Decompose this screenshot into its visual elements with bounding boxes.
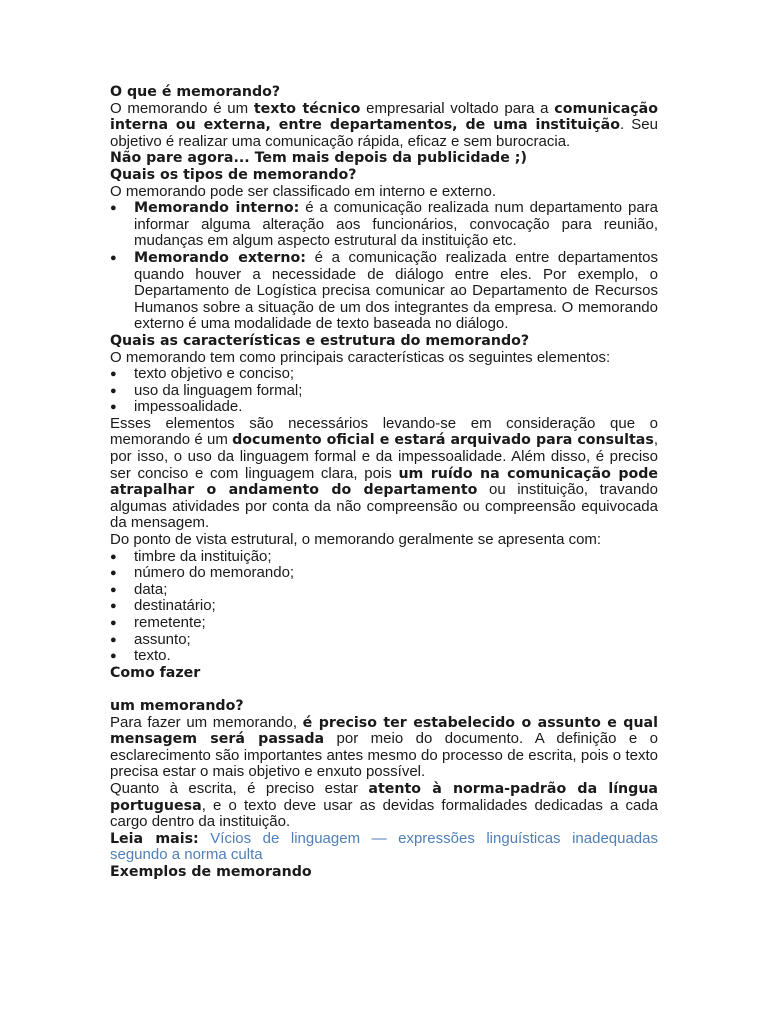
read-more-link[interactable]: Vícios de linguagem — expressões linguísticas inadequadas segundo a norma culta xyxy=(110,829,658,864)
characteristics-list xyxy=(110,366,658,416)
term-description: é a comunicação realizada entre departamentos quando houver a necessidade de diálogo entre eles. Por exemplo, o Departamento de Logística precisa comunicar ao Departamento de Recursos Humanos sobre a situação de um dos integrantes da empresa. O memorando externo é uma modalidade de texto baseada no diálogo. xyxy=(134,248,658,333)
paragraph-characteristics-explanation xyxy=(110,416,658,532)
text-run: Para fazer um memorando, xyxy=(110,713,303,731)
list-item-text: texto. xyxy=(134,647,171,665)
bullet-icon: ● xyxy=(110,550,117,563)
list-item-internal xyxy=(110,200,658,250)
section-title-how-to-part1: Como fazer xyxy=(110,664,201,681)
section-title-how-to-part2: um memorando? xyxy=(110,697,244,714)
paragraph-definition xyxy=(110,101,658,151)
list-item xyxy=(110,549,658,566)
text-run: , por isso, o uso da linguagem formal e da impessoalidade. Além disso, é preciso ser conciso e com linguagem clara, pois xyxy=(110,431,658,482)
list-item-text: timbre da instituição; xyxy=(134,547,272,565)
list-item-text: remetente; xyxy=(134,614,206,631)
ad-notice: Não pare agora... Tem mais depois da publicidade ;) xyxy=(110,150,527,167)
bold-text-run: um ruído na comunicação pode atrapalhar o andamento do departamento xyxy=(110,465,658,499)
list-item xyxy=(110,399,658,416)
term-label: Memorando interno: xyxy=(134,200,300,217)
list-item xyxy=(110,598,658,615)
list-item-text: destinatário; xyxy=(134,597,216,615)
bullet-icon: ● xyxy=(110,202,117,215)
bullet-icon: ● xyxy=(110,617,117,629)
bullet-icon: ● xyxy=(110,384,117,397)
blank-line xyxy=(110,681,658,698)
section-title-what-is: O que é memorando? xyxy=(110,84,281,100)
bullet-icon: ● xyxy=(110,567,117,580)
types-list xyxy=(110,200,658,333)
bullet-icon: ● xyxy=(110,633,117,646)
bold-text-run: é preciso ter estabelecido o assunto e qual mensagem será passada xyxy=(110,714,658,748)
text-run: . Seu objetivo é realizar uma comunicação rápida, eficaz e sem burocracia. xyxy=(110,116,658,150)
bullet-icon: ● xyxy=(110,401,117,414)
paragraph-characteristics-intro: O memorando tem como principais características os seguintes elementos: xyxy=(110,348,611,366)
bullet-icon: ● xyxy=(110,650,117,663)
list-item-text: assunto; xyxy=(134,630,191,648)
list-item-external xyxy=(110,250,658,333)
bullet-icon: ● xyxy=(110,368,117,381)
structure-list xyxy=(110,549,658,665)
section-title-types: Quais os tipos de memorando? xyxy=(110,166,357,183)
list-item xyxy=(110,615,658,632)
list-item-text: impessoalidade. xyxy=(134,398,243,416)
text-run: Esses elementos são necessários levando-se em consideração que o memorando é um xyxy=(110,414,658,449)
term-label: Memorando externo: xyxy=(134,249,306,266)
text-run: empresarial voltado para a xyxy=(360,99,555,117)
text-run: O memorando é um xyxy=(110,99,254,117)
bullet-icon: ● xyxy=(110,600,117,613)
paragraph-types-intro: O memorando pode ser classificado em interno e externo. xyxy=(110,182,497,200)
list-item xyxy=(110,632,658,649)
list-item xyxy=(110,565,658,582)
list-item-text: uso da linguagem formal; xyxy=(134,381,303,399)
list-item xyxy=(110,366,658,383)
bold-text-run: texto técnico xyxy=(253,100,361,117)
text-run: por meio do documento. A definição e o esclarecimento são importantes antes mesmo do processo de escrita, pois o texto precisa estar o mais objetivo e enxuto possível. xyxy=(110,730,658,781)
text-run: ou instituição, travando algumas atividades por conta da não compreensão ou compreensão equivocada da mensagem. xyxy=(110,481,658,532)
list-item xyxy=(110,582,658,599)
list-item xyxy=(110,648,658,665)
paragraph-how-to xyxy=(110,715,658,781)
bold-text-run: comunicação interna ou externa, entre departamentos, de uma instituição xyxy=(110,100,658,134)
paragraph-structure-intro: Do ponto de vista estrutural, o memorando geralmente se apresenta com: xyxy=(110,531,602,549)
bullet-icon: ● xyxy=(110,583,117,596)
term-description: é a comunicação realizada num departamento para informar alguma alteração aos funcionários, convocação para reunião, mudanças em algum aspecto estrutural da instituição etc. xyxy=(134,199,659,250)
list-item-text: data; xyxy=(134,580,168,598)
read-more-label: Leia mais: xyxy=(110,830,199,847)
list-item xyxy=(110,383,658,400)
read-more xyxy=(110,831,658,864)
section-title-examples: Exemplos de memorando xyxy=(110,863,312,880)
list-item-text: número do memorando; xyxy=(134,564,295,582)
text-run: , e o texto deve usar as devidas formalidades dedicadas a cada cargo dentro da instituição. xyxy=(110,796,658,831)
paragraph-writing xyxy=(110,781,658,831)
bullet-icon: ● xyxy=(110,251,117,264)
bold-text-run: atento à norma-padrão da língua portuguesa xyxy=(110,780,658,814)
list-item-text: texto objetivo e conciso; xyxy=(134,365,295,383)
text-run: Quanto à escrita, é preciso estar xyxy=(110,779,369,797)
section-title-characteristics: Quais as características e estrutura do memorando? xyxy=(110,332,530,349)
bold-text-run: documento oficial e estará arquivado para consultas xyxy=(232,432,654,449)
